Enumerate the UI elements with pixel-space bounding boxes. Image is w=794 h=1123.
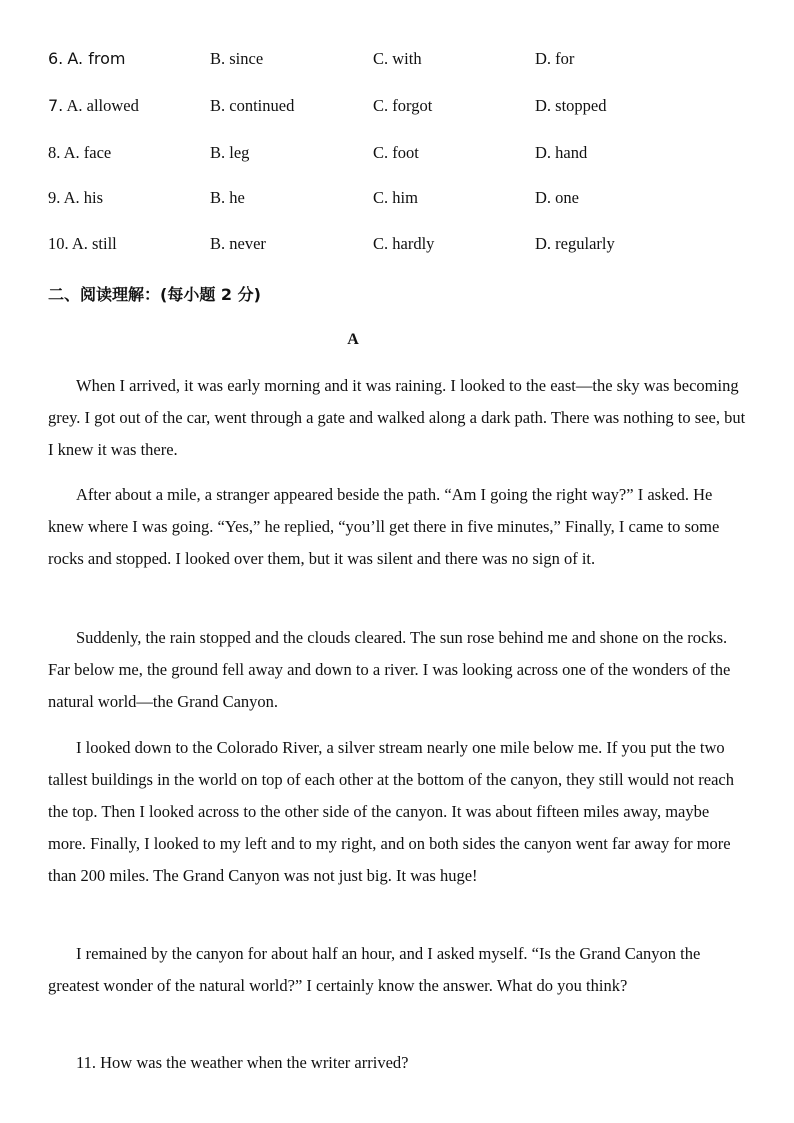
passage-label: A <box>347 331 359 348</box>
passage-paragraph-1: When I arrived, it was early morning and it was raining. I looked to the east—the sky was becoming grey. I got out of the car, went through a gate and walked along a dark path. There was nothing to see, but I knew it was there. <box>48 376 746 459</box>
option-b: B. never <box>210 234 266 253</box>
option-row-7 <box>48 96 768 120</box>
option-a: 6. A. from <box>48 49 126 68</box>
option-d: D. regularly <box>535 234 615 253</box>
option-c: C. forgot <box>373 96 433 115</box>
option-a: 8. A. face <box>48 143 112 162</box>
option-a: 7. A. allowed <box>48 96 139 115</box>
option-row-9 <box>48 188 768 212</box>
option-b: B. leg <box>210 143 250 162</box>
section-heading: 二、阅读理解：(每小题 2 分) <box>48 285 261 304</box>
option-a: 9. A. his <box>48 188 104 207</box>
option-b: B. he <box>210 188 245 207</box>
question-11: 11. How was the weather when the writer arrived? <box>76 1053 409 1072</box>
option-d: D. one <box>535 188 579 207</box>
option-row-8 <box>48 143 768 167</box>
option-a: 10. A. still <box>48 234 117 253</box>
passage-paragraph-3: Suddenly, the rain stopped and the clouds cleared. The sun rose behind me and shone on the rocks. Far below me, the ground fell away and down to a river. I was looking across one of the wonders of the natural world—the Grand Canyon. <box>48 628 731 711</box>
option-c: C. hardly <box>373 234 435 253</box>
passage-paragraph-5: I remained by the canyon for about half an hour, and I asked myself. “Is the Grand Canyon the greatest wonder of the natural world?” I certainly know the answer. What do you think? <box>48 944 701 995</box>
option-d: D. stopped <box>535 96 607 115</box>
option-b: B. since <box>210 49 264 68</box>
option-c: C. him <box>373 188 418 207</box>
option-b: B. continued <box>210 96 295 115</box>
option-d: D. hand <box>535 143 588 162</box>
option-c: C. foot <box>373 143 419 162</box>
option-row-10 <box>48 234 768 258</box>
passage-paragraph-4: I looked down to the Colorado River, a silver stream nearly one mile below me. If you put the two tallest buildings in the world on top of each other at the bottom of the canyon, they still would not reach the top. Then I looked across to the other side of the canyon. It was about fifteen miles away, maybe more. Finally, I looked to my left and to my right, and on both sides the canyon went far away for more than 200 miles. The Grand Canyon was not just big. It was huge! <box>48 738 734 885</box>
option-row-6 <box>48 49 768 73</box>
passage-paragraph-2: After about a mile, a stranger appeared beside the path. “Am I going the right way?” I asked. He knew where I was going. “Yes,” he replied, “you’ll get there in five minutes,” Finally, I came to some rocks and stopped. I looked over them, but it was silent and there was no sign of it. <box>48 485 720 568</box>
option-c: C. with <box>373 49 422 68</box>
option-d: D. for <box>535 49 575 68</box>
